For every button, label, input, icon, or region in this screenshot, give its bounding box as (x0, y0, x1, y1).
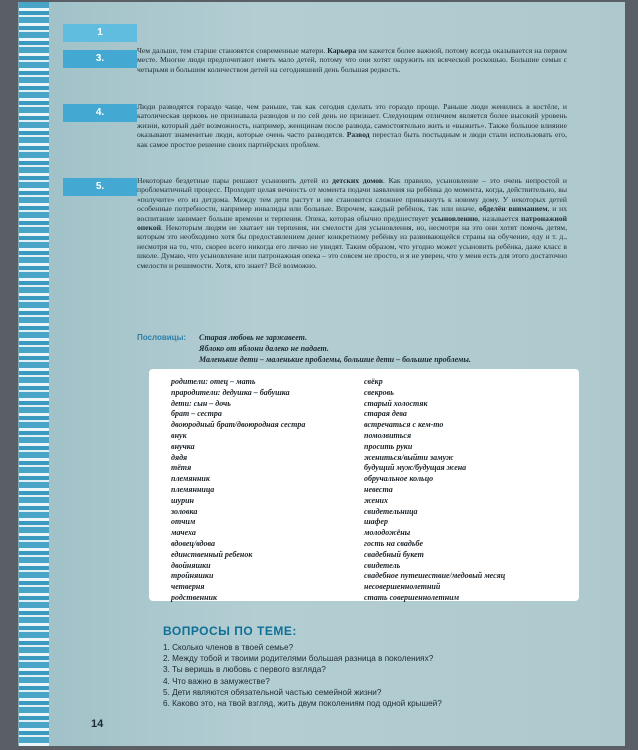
vocabulary-item: тройняшки (171, 571, 214, 581)
vocabulary-box (149, 369, 579, 601)
vocabulary-item: гость на свадьбе (364, 538, 424, 548)
vocabulary-item: помолвиться (364, 430, 412, 440)
proverb-line: Маленькие дети – маленькие проблемы, большие дети – большие проблемы. (199, 355, 471, 364)
vocabulary-item: жених (364, 495, 388, 505)
vocabulary-item: свекровь (364, 387, 394, 397)
questions-title: ВОПРОСЫ ПО ТЕМЕ: (163, 624, 297, 638)
vocabulary-item: двойняшки (171, 560, 211, 570)
vocabulary-left-column (171, 377, 305, 604)
paragraph-text: Люди разводятся гораздо чаще, чем раньше, так как сегодня сделать это гораздо проще. Раньше люди женились в костёле, и католическая церковь не признавала разводов и по сей день не признает. Следующим отличием является более высокий уровень жизни, который даёт возможность, например, женщинам после развода, самостоятельно жить и «выжить». Также большое влияние оказывают знаменитые люди, которые очень часто разводятся. (137, 102, 567, 140)
vocabulary-item: старая дева (364, 409, 407, 419)
vocabulary-item: мачеха (171, 528, 196, 538)
vocabulary-item: дядя (171, 452, 188, 462)
bold-term: усыновлению (430, 213, 478, 223)
question-item: 6. Каково это, на твой взгляд, жить двум поколениям под одной крышей? (163, 699, 442, 709)
vocabulary-item: свёкр (364, 377, 383, 386)
vocabulary-item: старый холостяк (364, 398, 428, 408)
vocabulary-item: свидетель (364, 560, 401, 570)
proverbs-list (199, 332, 579, 365)
question-item: 4. Что важно в замужестве? (163, 676, 270, 686)
vocabulary-item: внучка (171, 441, 195, 451)
bold-term: Развод (346, 130, 370, 140)
vocabulary-item: тётя (171, 463, 192, 473)
vocabulary-item: единственный ребенок (171, 549, 253, 559)
bold-term: обделён вниманием (479, 204, 548, 214)
vocabulary-item: двоюродный брат/двоюродная сестра (171, 420, 306, 430)
vocabulary-item: шафер (364, 517, 388, 527)
vocabulary-item: свадебное путешествие/медовый месяц (364, 571, 506, 581)
vocabulary-item: вдовец/вдова (171, 538, 215, 548)
bold-term: Карьера (327, 46, 357, 55)
question-item: 2. Между тобой и твоими родителями большая разница в поколениях? (163, 654, 434, 664)
vocabulary-item: золовка (171, 506, 198, 516)
vocabulary-right-column (364, 377, 505, 604)
proverb-line: Яблоко от яблони далеко не падает. (199, 344, 329, 353)
bold-term: детских домов (332, 176, 384, 185)
vocabulary-item: четверня (171, 582, 205, 592)
proverb-line: Старая любовь не заржавеет. (199, 333, 307, 342)
vocabulary-item: дети: сын – дочь (171, 398, 231, 408)
paragraph-text: Чем дальше, тем старше становятся современные матери. (137, 46, 328, 55)
section-number-5: 5. (63, 178, 137, 196)
bold-term: патронажной опекой (137, 213, 567, 233)
paragraph-text: Некоторые бездетные пары решают усыновить детей из (137, 176, 333, 185)
question-item: 5. Дети являются обязательной частью семейной жизни? (163, 687, 382, 697)
vocabulary-item: невеста (364, 484, 393, 494)
questions-list (163, 642, 583, 709)
vocabulary-item: внук (171, 430, 187, 440)
vocabulary-item: родители: отец – мать (171, 377, 256, 386)
vocabulary-item: свадебный букет (364, 549, 424, 559)
paragraph-text: перестал быть постыдным и люди стали использовать его, как самое простое решение своих партнёрских проблем. (137, 130, 567, 149)
section-number-4: 4. (63, 104, 137, 122)
vocabulary-item: будущий муж/будущая жена (364, 463, 467, 473)
paragraph-4 (137, 102, 567, 149)
vocabulary-item: молодожёны (364, 528, 411, 538)
textbook-page (18, 2, 625, 746)
vocabulary-item: родственник (171, 592, 218, 602)
vocabulary-item: отчим (171, 517, 196, 527)
proverbs-label: Пословицы: (137, 333, 187, 342)
vocabulary-item: брат – сестра (171, 409, 222, 419)
question-item: 3. Ты веришь в любовь с первого взгляда? (163, 665, 326, 675)
vocabulary-item: встречаться с кем-то (364, 420, 444, 430)
page-edge-binding (19, 2, 49, 746)
vocabulary-item: жениться/выйти замуж (364, 452, 454, 462)
paragraph-text: . Некоторым людям не хватает ни терпения, ни смелости для усыновления, но, несмотря на это они хотят помочь детям, которым это необходимо хотя бы предоставлением денег конкретному ребёнку из развивающейся страны на обучение, еду и т. д., несмотря на то, что, скорее всего никогда его лично не увидят. Таким образом, что угодно может усыновить ребёнка, даже класс в школе. Думаю, что усыновление или патронажная опека – это совсем не просто, и я не уверен, что у меня есть для этого достаточно смелости и решимости. Хотя, кто знает? Всё возможно. (137, 223, 567, 270)
vocabulary-item: шурин (171, 495, 194, 505)
vocabulary-item: прародители: дедушка – бабушка (171, 387, 290, 397)
section-number-1: 1 (63, 24, 137, 42)
paragraph-text: . Как правило, усыновление – это очень непростой и проблематичный процесс. Проходит целая вечность от момента подачи заявления на ребёнка до момента, когда, действительно, вы «получите» его из детдома. Между тем дети растут и им становится сложнее привыкнуть к новому дому. У некоторых детей особенные потребности, например инвалиды или больные. Впрочем, каждый ребёнок, так или иначе, (137, 176, 567, 214)
vocabulary-item: стать совершеннолетним (364, 592, 460, 602)
paragraph-text: , называется (478, 213, 521, 223)
page-number: 14 (91, 718, 104, 730)
vocabulary-item: просить руки (364, 441, 413, 451)
question-item: 1. Сколько членов в твоей семье? (163, 643, 294, 652)
paragraph-3 (137, 46, 567, 74)
paragraph-text: , и их воспитание занимает больше времени и терпения. Опека, которая обычно предшествует (137, 204, 568, 223)
vocabulary-item: племянница (171, 484, 215, 494)
vocabulary-item: племянник (171, 474, 210, 484)
vocabulary-item: обручальное кольцо (364, 474, 434, 484)
paragraph-text: им кажется более важной, потому всегда оказывается на первом месте. Многие люди предпочитают иметь мало детей, потому что они хотят окружить их всяческой роскошью. Большие семьи с четырьмя и большим количеством детей на сегодняшний день большая редкость. (137, 46, 567, 74)
section-number-3: 3. (63, 50, 137, 68)
vocabulary-item: несовершеннолетний (364, 582, 441, 592)
vocabulary-item: свидетельница (364, 506, 418, 516)
paragraph-5 (137, 176, 567, 270)
